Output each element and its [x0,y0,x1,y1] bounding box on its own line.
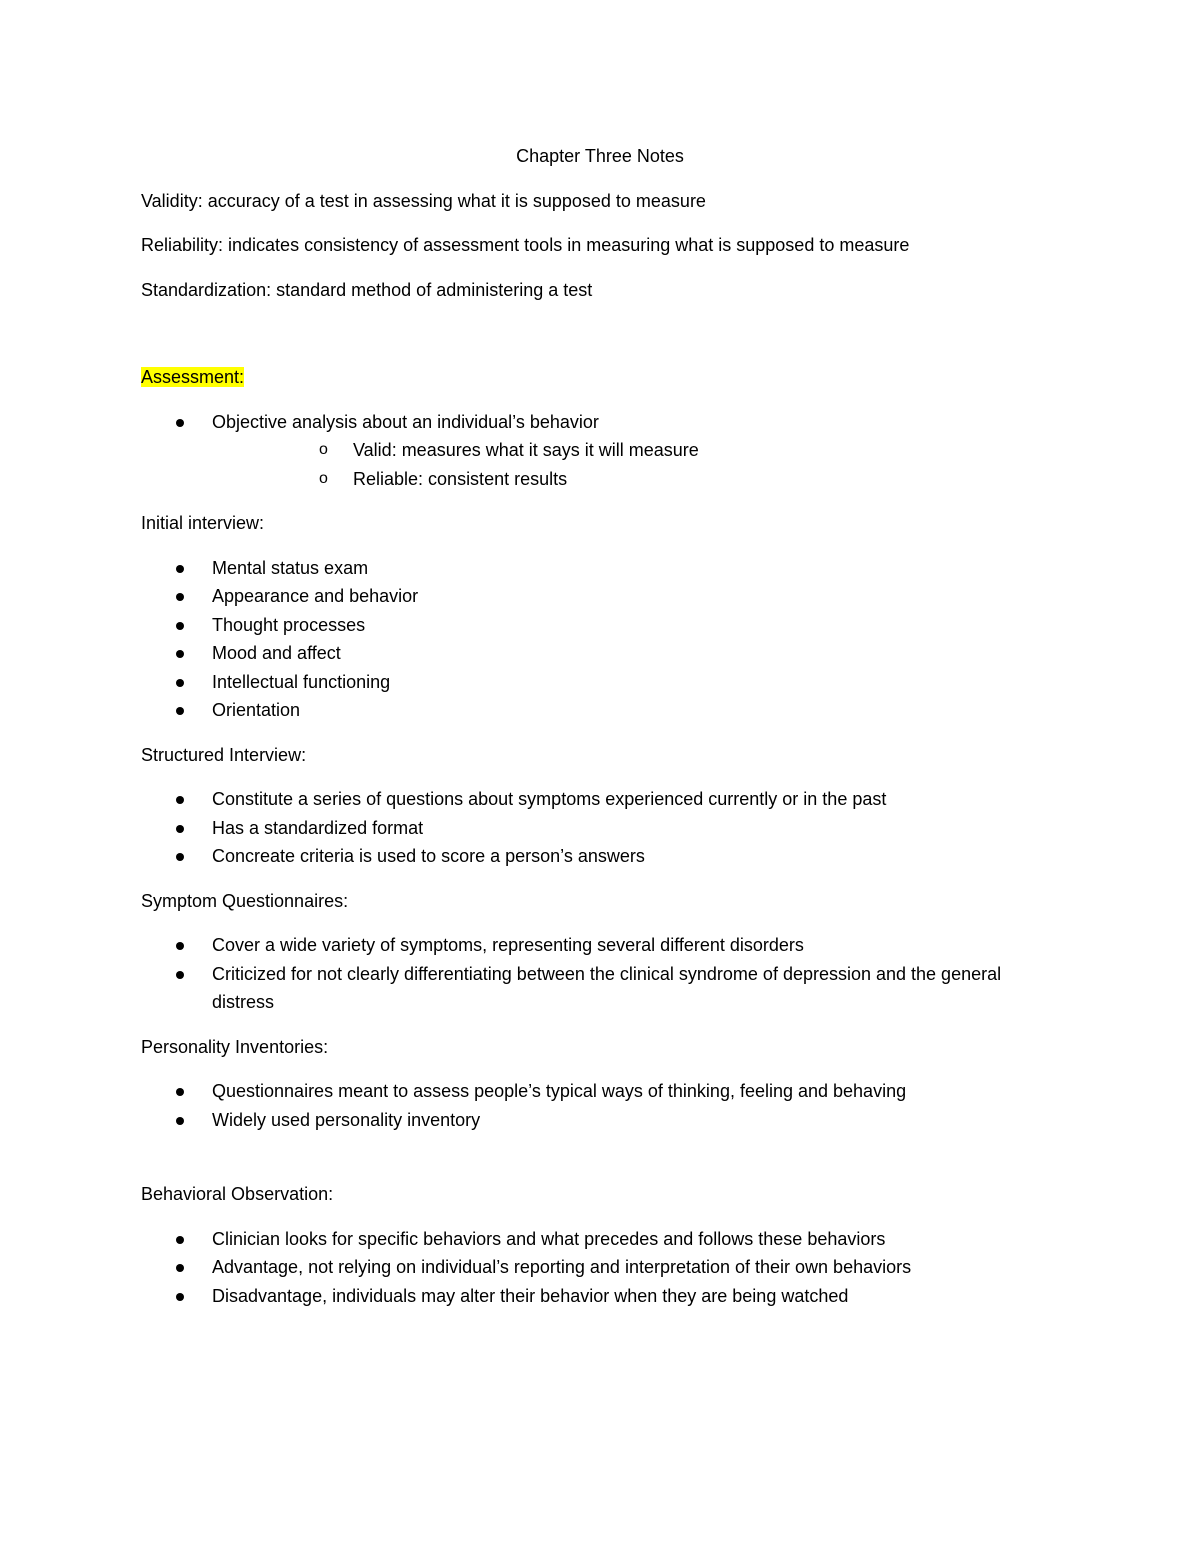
list-item: Clinician looks for specific behaviors and what precedes and follows these behaviors [141,1225,1041,1254]
list-item: Constitute a series of questions about symptoms experienced currently or in the past [141,785,1041,814]
list-item: Criticized for not clearly differentiating between the clinical syndrome of depression and the general distress [141,960,1041,1017]
assessment-sublist [212,436,1041,493]
section-heading-initial-interview: Initial interview: [141,513,265,533]
section-heading-structured-interview: Structured Interview: [141,744,307,765]
definition-reliability: Reliability: indicates consistency of assessment tools in measuring what is supposed to measure [141,235,910,255]
list-item: Mood and affect [141,639,1041,668]
list-item: Concreate criteria is used to score a person’s answers [141,842,1041,871]
section-heading-personality-inventories: Personality Inventories: [141,1036,329,1057]
list-item: Questionnaires meant to assess people’s typical ways of thinking, feeling and behaving [141,1077,1041,1106]
assessment-list [141,408,1041,494]
list-item: Disadvantage, individuals may alter their behavior when they are being watched [141,1282,1041,1311]
list-item: Intellectual functioning [141,668,1041,697]
highlighted-text: Assessment: [141,367,245,387]
definition-validity: Validity: accuracy of a test in assessing what it is supposed to measure [141,190,706,211]
list-item: Thought processes [141,611,1041,640]
blank-line [141,1150,1041,1180]
page-title: Chapter Three Notes [516,146,684,166]
list-item: Widely used personality inventory [141,1106,1041,1135]
section-heading-symptom-questionnaires: Symptom Questionnaires: [141,890,349,911]
sub-list-item: o Reliable: consistent results [212,465,1041,494]
list-item: Has a standardized format [141,814,1041,843]
personality-inventories-list [141,1077,1041,1134]
list-item-text: Objective analysis about an individual’s behavior [212,411,599,432]
initial-interview-list [141,554,1041,725]
list-item: Advantage, not relying on individual’s reporting and interpretation of their own behaviors [141,1253,1041,1282]
behavioral-observation-list [141,1225,1041,1311]
document-body [141,142,1041,1326]
list-item: Appearance and behavior [141,582,1041,611]
list-item: Cover a wide variety of symptoms, representing several different disorders [141,931,1041,960]
symptom-questionnaires-list [141,931,1041,1017]
sub-list-item: o Valid: measures what it says it will measure [212,436,1041,465]
list-item [141,408,1041,494]
definition-standardization: Standardization: standard method of administering a test [141,279,593,300]
structured-interview-list [141,785,1041,871]
section-heading-assessment [141,363,1041,392]
list-item: Orientation [141,696,1041,725]
list-item: Mental status exam [141,554,1041,583]
blank-line [141,320,1041,363]
section-heading-behavioral-observation: Behavioral Observation: [141,1184,334,1204]
